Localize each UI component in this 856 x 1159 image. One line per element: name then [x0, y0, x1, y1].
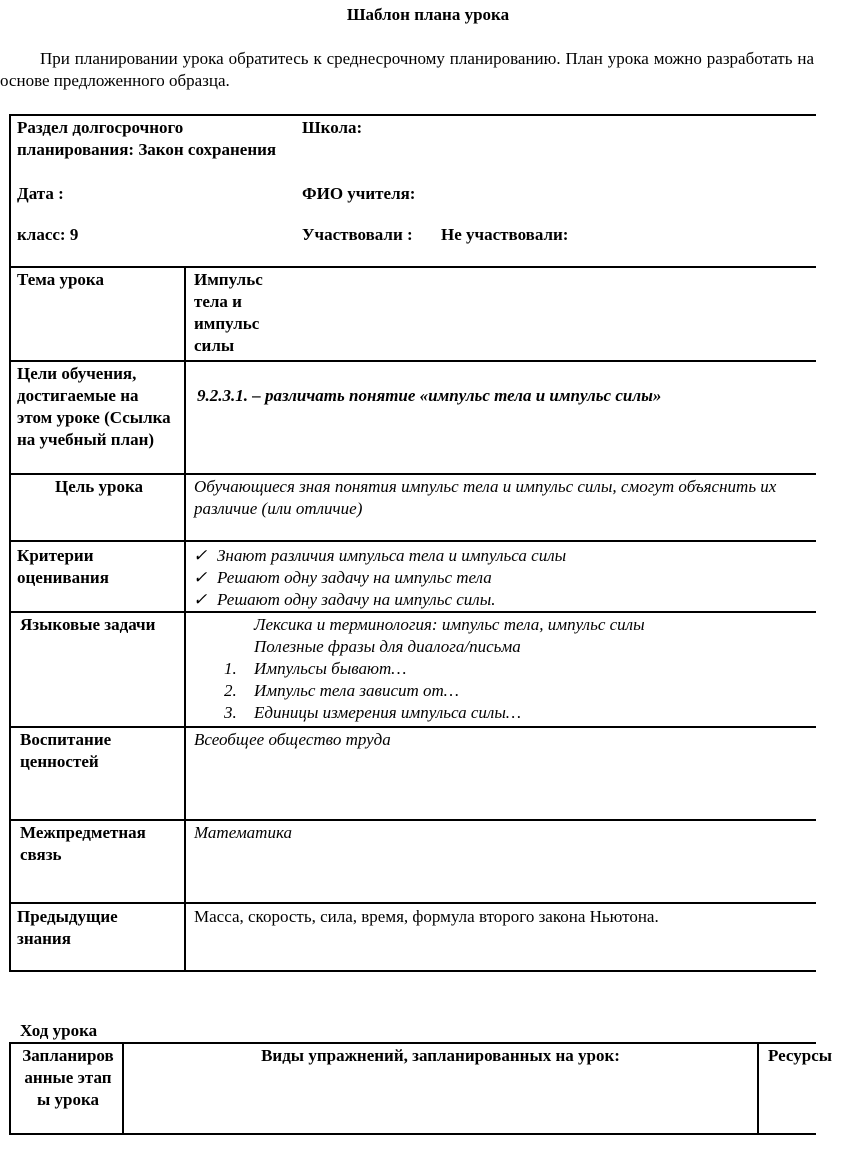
- course-column-divider: [757, 1042, 759, 1135]
- topic-value: Импульс тела и импульс силы: [194, 270, 263, 355]
- goals-value: 9.2.3.1. – различать понятие «импульс тела и импульс силы»: [197, 386, 662, 405]
- not-participated-label: Не участвовали:: [441, 225, 569, 244]
- course-heading: Ход урока: [20, 1021, 98, 1040]
- table-border: [9, 902, 816, 904]
- school-label: Школа:: [302, 118, 363, 137]
- class-label: класс: 9: [17, 225, 79, 244]
- table-border-top: [9, 114, 816, 116]
- table-column-divider: [184, 266, 186, 972]
- table-border: [9, 473, 816, 475]
- checkmark-icon: ✓: [193, 546, 208, 565]
- table-border: [9, 360, 816, 362]
- course-col-resources: Ресурсы: [768, 1046, 833, 1065]
- phrase-item: 2. Импульс тела зависит от…: [224, 681, 459, 700]
- criteria-item: ✓ Знают различия импульса тела и импульса силы: [193, 546, 567, 565]
- table-border: [9, 611, 816, 613]
- course-table-border-left: [9, 1042, 11, 1135]
- phrases-line: Полезные фразы для диалога/письма: [254, 637, 521, 656]
- lesson-goal-value: Обучающиеся зная понятия импульс тела и импульс силы, смогут объяснить их различие (или отличие): [194, 477, 777, 518]
- participated-label: Участвовали :: [302, 225, 413, 244]
- course-table-border-bottom: [9, 1133, 816, 1135]
- criteria-item: ✓ Решают одну задачу на импульс силы.: [193, 590, 496, 609]
- criteria-list: [187, 545, 807, 611]
- course-col-stages: Запланированные этапы урока: [22, 1046, 114, 1109]
- criteria-label: Критерии оценивания: [17, 546, 109, 587]
- lesson-goal-label: Цель урока: [55, 477, 144, 496]
- section-label: Раздел долгосрочного планирования: Закон сохранения: [17, 118, 277, 159]
- goals-label: Цели обучения, достигаемые на этом уроке (Ссылка на учебный план): [17, 364, 171, 449]
- interdisciplinary-label: Межпредметная связь: [20, 823, 146, 864]
- table-border-left: [9, 114, 11, 972]
- table-border: [9, 819, 816, 821]
- phrase-item: 3. Единицы измерения импульса силы…: [224, 703, 521, 722]
- topic-label: Тема урока: [17, 270, 104, 289]
- course-table-border-top: [9, 1042, 816, 1044]
- language-content: [196, 614, 806, 724]
- criteria-item: ✓ Решают одну задачу на импульс тела: [193, 568, 492, 587]
- course-col-exercises: Виды упражнений, запланированных на урок:: [261, 1046, 620, 1065]
- phrase-item: 1. Импульсы бывают…: [224, 659, 407, 678]
- prior-knowledge-value: Масса, скорость, сила, время, формула второго закона Ньютона.: [194, 907, 659, 926]
- table-border: [9, 726, 816, 728]
- language-label: Языковые задачи: [20, 615, 156, 634]
- values-label: Воспитание ценностей: [20, 730, 112, 771]
- teacher-label: ФИО учителя:: [302, 184, 416, 203]
- date-label: Дата :: [17, 184, 64, 203]
- values-value: Всеобщее общество труда: [194, 730, 391, 749]
- table-border: [9, 540, 816, 542]
- prior-knowledge-label: Предыдущие знания: [17, 907, 118, 948]
- interdisciplinary-value: Математика: [194, 823, 292, 842]
- checkmark-icon: ✓: [193, 590, 208, 609]
- lexicon-line: Лексика и терминология: импульс тела, импульс силы: [254, 615, 645, 634]
- intro-paragraph: При планировании урока обратитесь к среднесрочному планированию. План урока можно разработать на основе предложенного образца.: [0, 49, 814, 90]
- table-border-bottom: [9, 970, 816, 972]
- document-title: Шаблон плана урока: [346, 5, 510, 24]
- checkmark-icon: ✓: [193, 568, 208, 587]
- table-border: [9, 266, 816, 268]
